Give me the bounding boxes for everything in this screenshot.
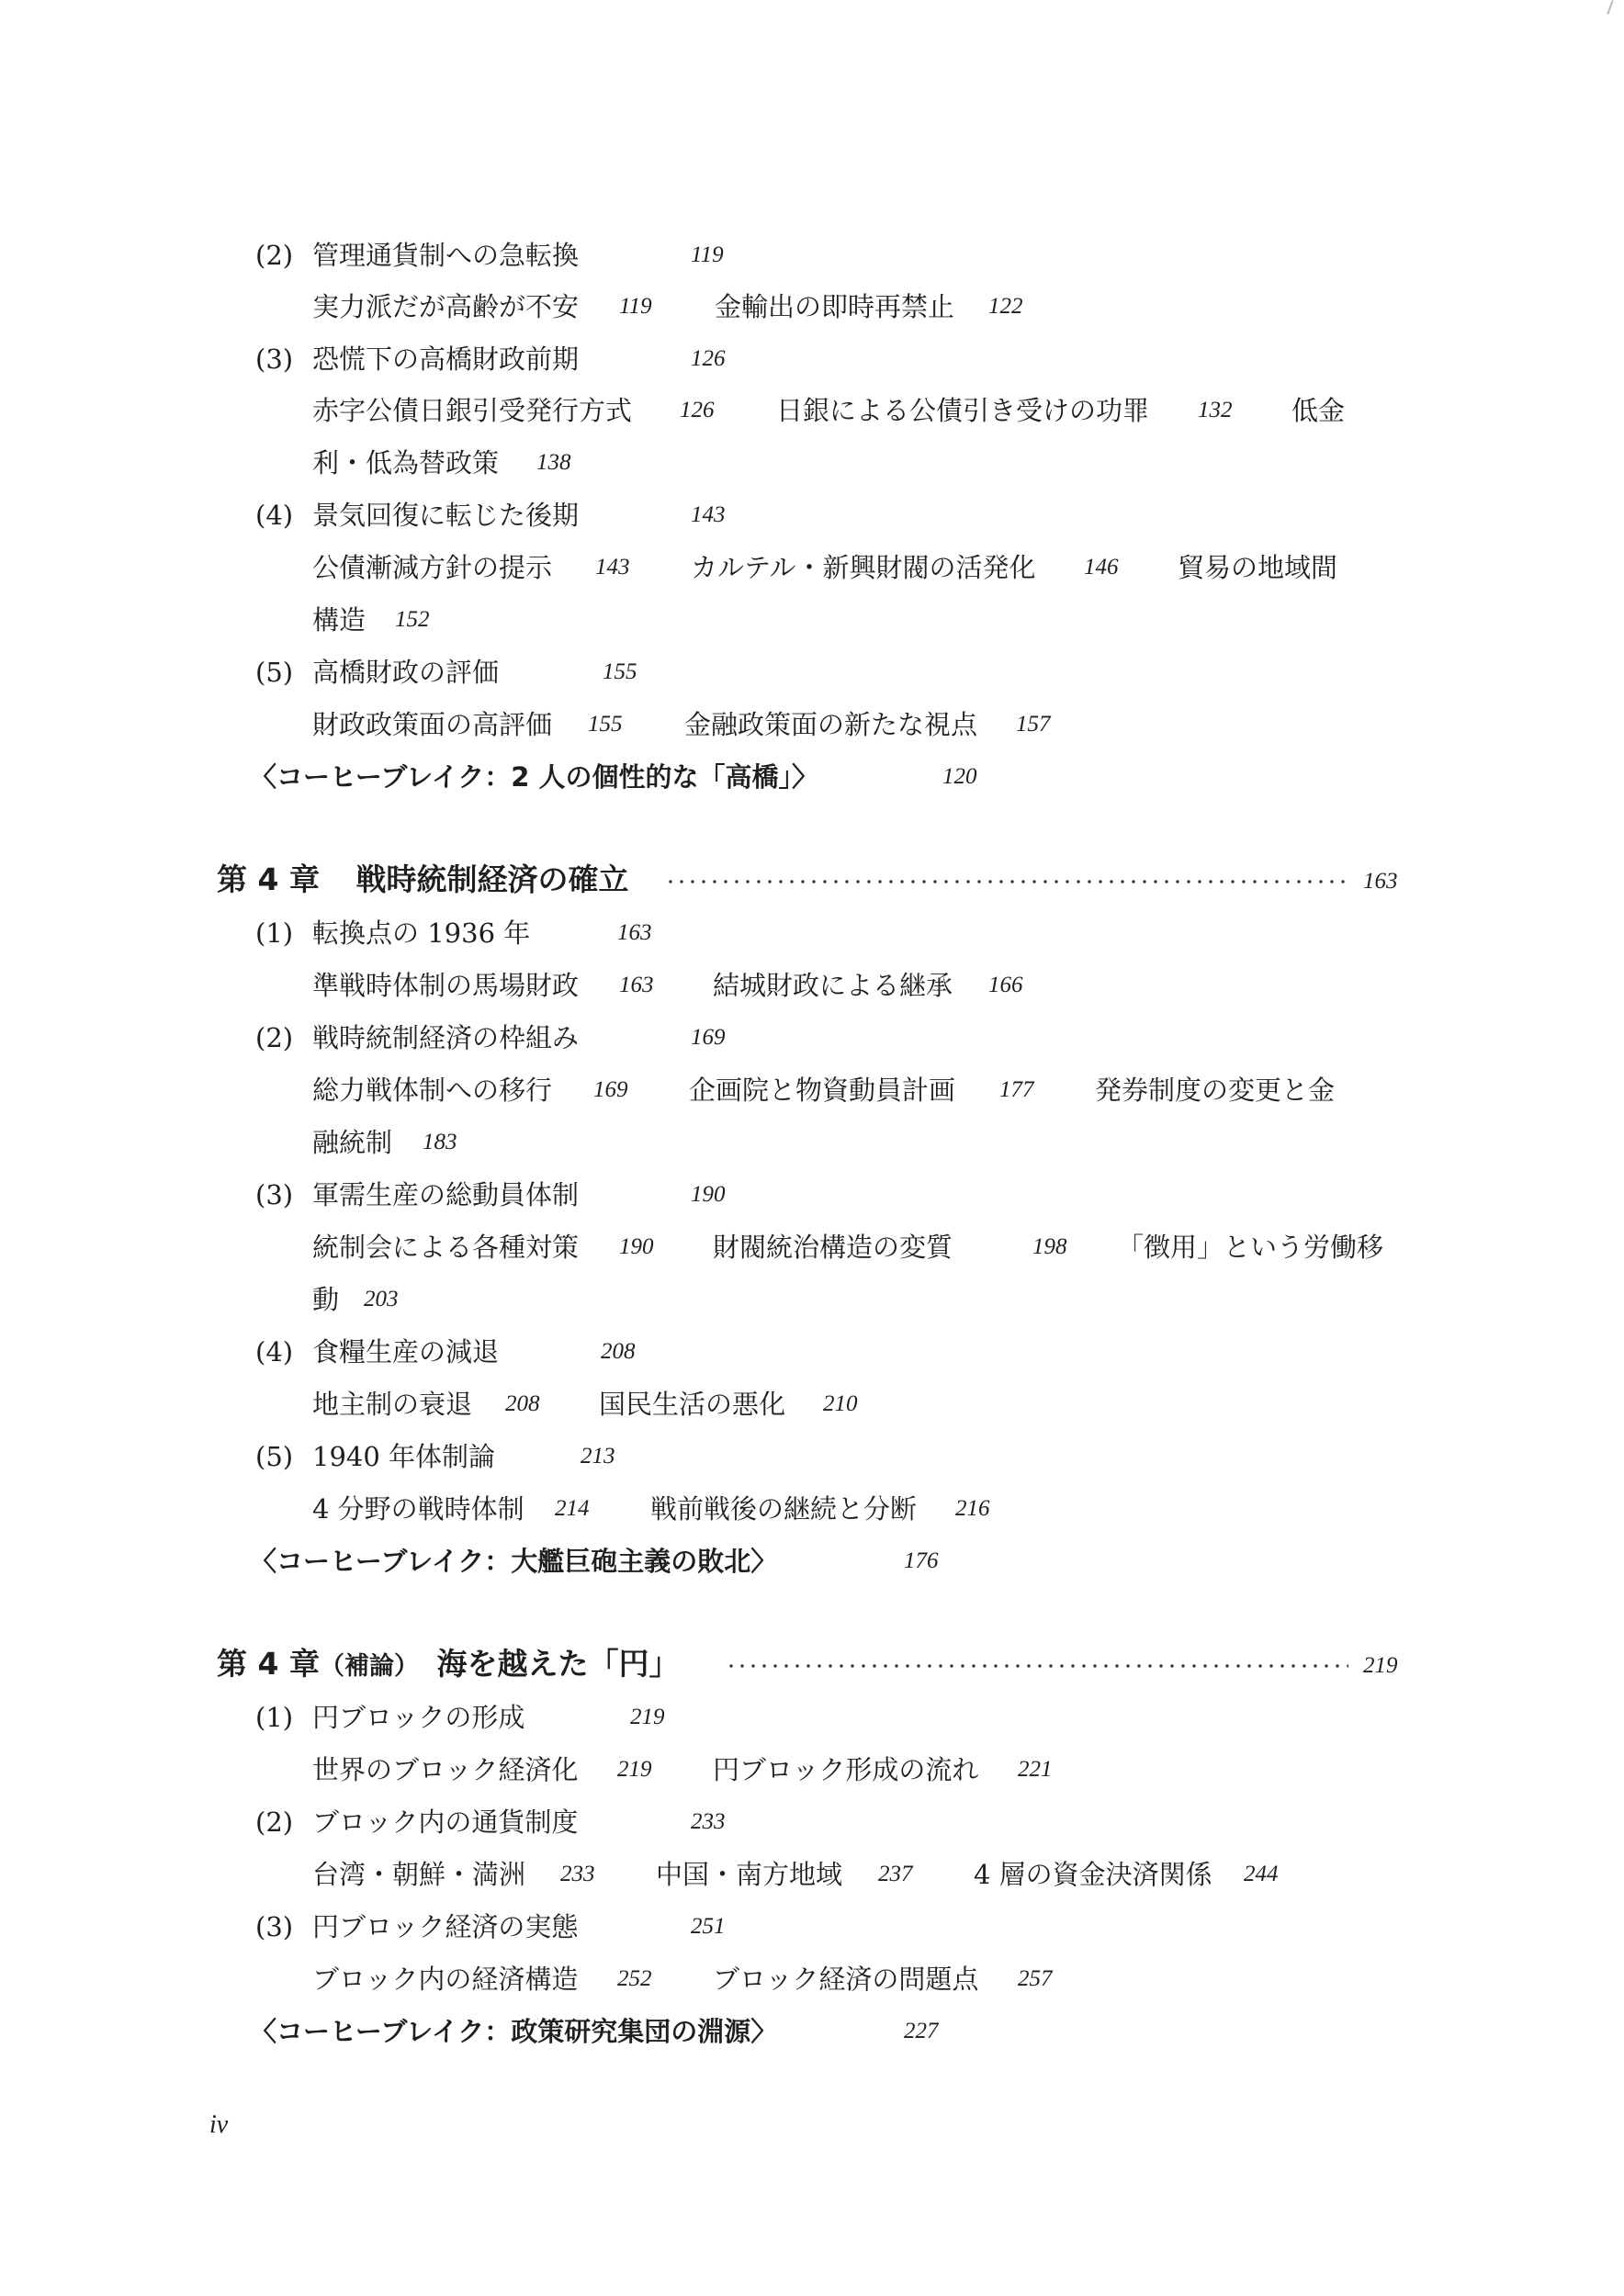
topic-page: 132 <box>1198 398 1233 422</box>
section-title: 景気回復に転じた後期 <box>312 500 580 531</box>
topic-page: 233 <box>560 1862 595 1886</box>
topic-page: 177 <box>999 1077 1034 1102</box>
section-number: (3) <box>255 1179 294 1210</box>
section-page: 190 <box>691 1182 726 1207</box>
section-number: (2) <box>255 1806 294 1838</box>
topic-title: 赤字公債日銀引受発行方式 <box>312 395 633 426</box>
topic-page: 203 <box>364 1287 399 1311</box>
topic-title: 円ブロック形成の流れ <box>713 1754 979 1785</box>
section-page: 208 <box>601 1339 636 1364</box>
section-title: 恐慌下の高橋財政前期 <box>312 343 580 375</box>
section-page: 233 <box>691 1809 726 1834</box>
topic-title: 企画院と物資動員計画 <box>689 1075 956 1106</box>
coffee-break-page: 176 <box>904 1548 939 1573</box>
topic-page: 216 <box>955 1496 990 1521</box>
section-page: 119 <box>691 242 724 267</box>
topic-title: 戦前戦後の継続と分断 <box>650 1493 918 1525</box>
section-title: 円ブロックの形成 <box>312 1702 525 1733</box>
section-page: 219 <box>630 1705 665 1729</box>
section-title: 食糧生産の減退 <box>312 1336 500 1367</box>
section-title: 1940 年体制論 <box>312 1441 496 1472</box>
topic-title: 財政政策面の高評価 <box>312 709 553 740</box>
coffee-break: 〈コーヒーブレイク：大艦巨砲主義の敗北〉 <box>250 1546 778 1577</box>
topic-page: 208 <box>505 1391 540 1416</box>
topic-page: 198 <box>1032 1234 1067 1259</box>
topic-page: 146 <box>1084 555 1119 580</box>
topic-page: 214 <box>555 1496 590 1521</box>
topic-title: 日銀による公債引き受けの功罪 <box>776 395 1150 426</box>
section-number: (1) <box>255 917 294 949</box>
topic-page: 155 <box>588 712 623 737</box>
topic-title: ブロック内の経済構造 <box>312 1964 579 1995</box>
section-page: 143 <box>691 502 726 527</box>
section-number: (4) <box>255 500 294 531</box>
topic-title: 総力戦体制への移行 <box>312 1075 553 1106</box>
topic-page: 126 <box>680 398 715 422</box>
topic-title: 実力派だが高齢が不安 <box>312 291 580 322</box>
section-page: 169 <box>691 1025 726 1050</box>
coffee-break-page: 120 <box>942 764 977 789</box>
topic-page: 157 <box>1016 712 1051 737</box>
coffee-break: 〈コーヒーブレイク：政策研究集団の淵源〉 <box>250 2016 778 2047</box>
topic-page: 237 <box>878 1862 913 1886</box>
topic-title: カルテル・新興財閥の活発化 <box>691 552 1036 583</box>
section-page: 163 <box>617 920 652 945</box>
topic-page: 163 <box>619 973 654 997</box>
topic-page: 119 <box>619 294 652 319</box>
topic-title: 地主制の衰退 <box>312 1389 473 1420</box>
topic-page: 122 <box>988 294 1023 319</box>
topic-title: 台湾・朝鮮・満洲 <box>312 1859 526 1890</box>
section-page: 126 <box>691 346 726 371</box>
leader-dots <box>665 880 1348 884</box>
topic-title: 結城財政による継承 <box>713 970 953 1001</box>
topic-title: 動 <box>312 1284 340 1315</box>
topic-title: 「徴用」という労働移 <box>1117 1232 1384 1263</box>
section-title: 管理通貨制への急転換 <box>312 240 580 271</box>
section-number: (4) <box>255 1336 294 1367</box>
section-number: (2) <box>255 1022 294 1053</box>
topic-page: 257 <box>1018 1966 1053 1991</box>
topic-page: 138 <box>536 450 571 475</box>
topic-page: 183 <box>423 1130 457 1154</box>
topic-title: 融統制 <box>312 1127 393 1158</box>
section-number: (3) <box>255 343 294 375</box>
topic-title: 低金 <box>1291 395 1346 426</box>
chapter-heading <box>217 860 628 900</box>
chapter-heading <box>217 1644 679 1687</box>
leader-dots <box>726 1664 1348 1668</box>
chapter-sublabel: （補論） <box>319 1652 419 1681</box>
topic-title: 金融政策面の新たな視点 <box>684 709 978 740</box>
topic-title: 中国・南方地域 <box>656 1859 843 1890</box>
section-page: 213 <box>581 1444 615 1469</box>
topic-page: 190 <box>619 1234 654 1259</box>
topic-title: 構造 <box>312 604 367 636</box>
section-title: 戦時統制経済の枠組み <box>312 1022 580 1053</box>
topic-page: 244 <box>1244 1862 1279 1886</box>
topic-title: 準戦時体制の馬場財政 <box>312 970 580 1001</box>
topic-page: 166 <box>988 973 1023 997</box>
chapter-page: 219 <box>1363 1653 1398 1678</box>
section-title: 高橋財政の評価 <box>312 657 500 688</box>
chapter-label: 第 4 章 <box>217 861 320 897</box>
coffee-break-page: 227 <box>904 2019 939 2043</box>
topic-page: 152 <box>395 607 430 632</box>
section-title: ブロック内の通貨制度 <box>312 1806 579 1838</box>
topic-page: 143 <box>595 555 630 580</box>
page-folio: iv <box>209 2110 229 2139</box>
topic-page: 169 <box>593 1077 628 1102</box>
section-number: (1) <box>255 1702 294 1733</box>
chapter-title: 海を越えた「円」 <box>436 1646 680 1682</box>
chapter-label: 第 4 章 <box>217 1646 320 1682</box>
coffee-break: 〈コーヒーブレイク：2 人の個性的な「高橋」〉 <box>250 761 818 793</box>
section-title: 軍需生産の総動員体制 <box>312 1179 580 1210</box>
topic-page: 252 <box>617 1966 652 1991</box>
section-title: 円ブロック経済の実態 <box>312 1911 579 1942</box>
topic-page: 210 <box>823 1391 858 1416</box>
section-number: (5) <box>255 657 294 688</box>
chapter-title: 戦時統制経済の確立 <box>355 861 629 897</box>
topic-title: 世界のブロック経済化 <box>312 1754 579 1785</box>
section-number: (2) <box>255 240 294 271</box>
section-title: 転換点の 1936 年 <box>312 917 531 949</box>
chapter-page: 163 <box>1363 869 1398 894</box>
topic-title: 利・低為替政策 <box>312 447 500 478</box>
topic-page: 219 <box>617 1757 652 1782</box>
topic-title: 公債漸減方針の提示 <box>312 552 553 583</box>
topic-title: ブロック経済の問題点 <box>713 1964 979 1995</box>
section-page: 155 <box>603 659 637 684</box>
topic-title: 発券制度の変更と金 <box>1095 1075 1336 1106</box>
topic-title: 財閥統治構造の変質 <box>713 1232 953 1263</box>
topic-title: 金輸出の即時再禁止 <box>715 291 955 322</box>
topic-page: 221 <box>1018 1757 1053 1782</box>
topic-title: 4 分野の戦時体制 <box>312 1493 524 1525</box>
section-page: 251 <box>691 1914 726 1939</box>
section-number: (5) <box>255 1441 294 1472</box>
topic-title: 4 層の資金決済関係 <box>974 1859 1212 1890</box>
scan-mark <box>1607 0 1613 15</box>
topic-title: 国民生活の悪化 <box>599 1389 786 1420</box>
topic-title: 貿易の地域間 <box>1178 552 1338 583</box>
section-number: (3) <box>255 1911 294 1942</box>
topic-title: 統制会による各種対策 <box>312 1232 580 1263</box>
